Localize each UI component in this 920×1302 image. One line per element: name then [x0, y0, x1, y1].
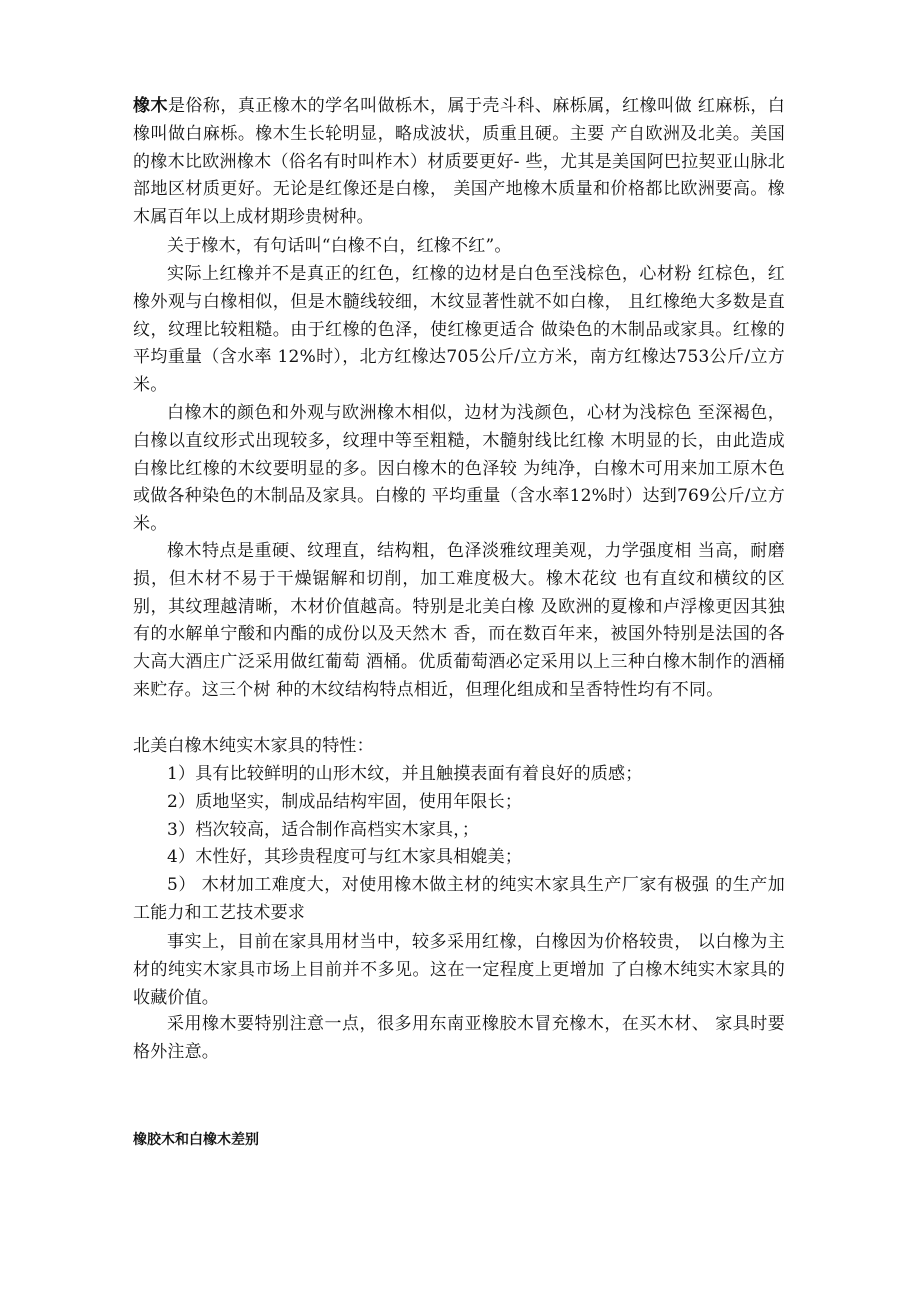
list-item: 5） 木材加工难度大，对使用橡木做主材的纯实木家具生产厂家有极强 的生产加工能力和工艺技术要求	[133, 875, 785, 923]
rubberwood-heading: 橡胶木和白橡木差别	[133, 1132, 259, 1148]
paragraph-saying	[133, 233, 785, 261]
white-oak-text: 白橡木的颜色和外观与欧洲橡木相似，边材为浅颜色，心材为浅棕色 至深褐色，白橡以直纹形式出现较多，纹理中等至粗糙，木髓射线比红橡 木明显的长，由此造成白橡比红橡的木纹要明显的多。因白橡木的色泽较 为纯净，白橡木可用来加工原木色或做各种染色的木制品及家具。白橡的 平均重量（含水率12%时）达到769公斤/立方米。	[133, 403, 785, 535]
section-heading-furniture	[133, 733, 785, 761]
paragraph-oak-features	[133, 538, 785, 705]
market-text: 事实上，目前在家具用材当中，较多采用红橡，白橡因为价格较贵， 以白橡为主材的纯实木家具市场上目前并不多见。这在一定程度上更增加 了白橡木纯实木家具的收藏价值。	[133, 932, 785, 1008]
paragraph-red-oak	[133, 261, 785, 400]
warning-text: 采用橡木要特别注意一点，很多用东南亚橡胶木冒充橡木，在买木材、 家具时要格外注意。	[133, 1014, 785, 1062]
oak-features-text: 橡木特点是重硬、纹理直，结构粗，色泽淡雅纹理美观，力学强度相 当高，耐磨损，但木材不易于干燥锯解和切削，加工难度极大。橡木花纹 也有直纹和横纹的区别，其纹理越清晰，木材价值越高。特别是北美白橡 及欧洲的夏橡和卢浮橡更因其独有的水解单宁酸和内酯的成份以及天然木 香，而在数百年来，被国外特别是法国的各大高大酒庄广泛采用做红葡萄 酒桶。优质葡萄酒必定采用以上三种白橡木制作的酒桶来贮存。这三个树 种的木纹结构特点相近，但理化组成和呈香特性均有不同。	[133, 541, 785, 700]
list-item: 4）木性好，其珍贵程度可与红木家具相媲美；	[167, 847, 523, 868]
paragraph-intro	[133, 93, 785, 232]
paragraph-market	[133, 929, 785, 1012]
paragraph-warning	[133, 1011, 785, 1067]
list-item: 3）档次较高，适合制作高档实木家具，；	[167, 819, 480, 840]
red-oak-text: 实际上红橡并不是真正的红色，红橡的边材是白色至浅棕色，心材粉 红棕色，红橡外观与白橡相似，但是木髓线较细，木纹显著性就不如白橡， 且红橡绝大多数是直纹，纹理比较粗糙。由于红橡的色泽，使红橡更适合 做染色的木制品或家具。红橡的平均重量（含水率 12%时），北方红橡达705公斤/立方米，南方红橡达753公斤/立方米。	[133, 264, 785, 396]
intro-text: 是俗称，真正橡木的学名叫做栎木，属于壳斗科、麻栎属，红橡叫做 红麻栎，白橡叫做白麻栎。橡木生长轮明显，略成波状，质重且硬。主要 产自欧洲及北美。美国的橡木比欧洲橡木（俗名有时叫柞木）材质要更好- 些，尤其是美国阿巴拉契亚山脉北部地区材质更好。无论是红像还是白橡， 美国产地橡木质量和价格都比欧洲要高。橡木属百年以上成材期珍贵树种。	[133, 96, 785, 228]
paragraph-white-oak	[133, 400, 785, 539]
list-item: 1）具有比较鲜明的山形木纹，并且触摸表面有着良好的质感；	[167, 764, 643, 784]
furniture-heading-text: 北美白橡木纯实木家具的特性：	[133, 736, 374, 756]
list-item: 2）质地坚实，制成品结构牢固，使用年限长；	[167, 791, 523, 812]
furniture-feature-list	[133, 761, 785, 928]
saying-text: 关于橡木，有句话叫“白橡不白，红橡不红”。	[167, 236, 512, 256]
oak-term: 橡木	[133, 96, 168, 116]
